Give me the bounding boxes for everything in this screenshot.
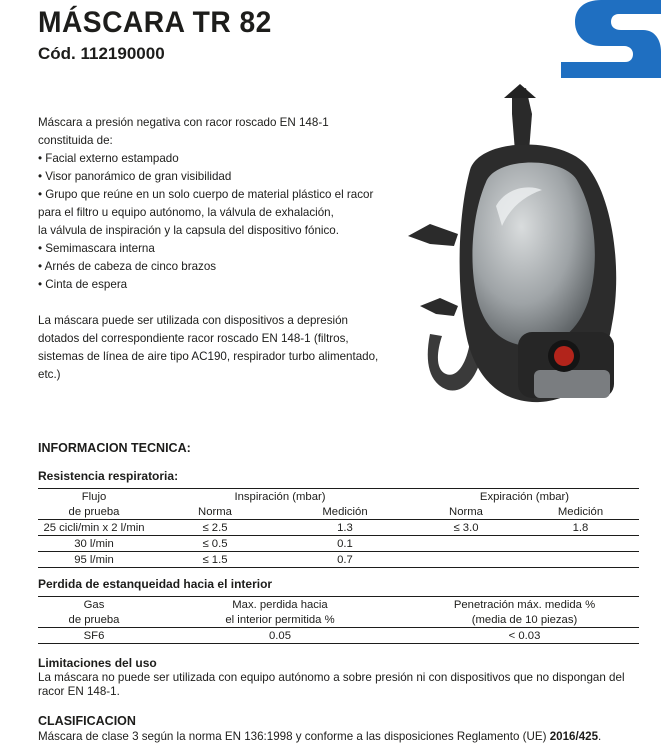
cell-exp-medicion: 1.8 xyxy=(522,520,639,536)
feature-item: • Visor panorámico de gran visibilidad xyxy=(38,170,232,183)
brand-logo-icon xyxy=(561,0,661,78)
header-flow: Flujo xyxy=(38,489,150,505)
table-header-row xyxy=(38,489,639,505)
description xyxy=(38,114,383,384)
limitations-text: La máscara no puede ser utilizada con equipo autónomo a sobre presión ni con dispositivos que no dispongan del racor EN 148-1. xyxy=(38,671,625,698)
description-intro: Máscara a presión negativa con racor roscado EN 148-1 constituida de: xyxy=(38,116,329,147)
cell-exp-norma: ≤ 3.0 xyxy=(410,520,522,536)
header-norma: Norma xyxy=(449,505,483,518)
cell-insp-medicion: 0.7 xyxy=(280,552,410,568)
cell-flow: 95 l/min xyxy=(38,552,150,568)
header-inspiration: Inspiración (mbar) xyxy=(150,489,410,505)
feature-item: • Facial externo estampado xyxy=(38,152,179,165)
resistance-table xyxy=(38,488,639,568)
feature-item: • Grupo que reúne en un solo cuerpo de material plástico el racor xyxy=(38,188,374,201)
table-row xyxy=(38,536,639,552)
cell-flow: 30 l/min xyxy=(38,536,150,552)
header-max-loss-2: el interior permitida % xyxy=(225,613,335,626)
header-norma: Norma xyxy=(198,505,232,518)
cell-gas: SF6 xyxy=(38,628,150,644)
header-expiration: Expiración (mbar) xyxy=(410,489,639,505)
header-penetration: Penetración máx. medida % xyxy=(410,597,639,613)
header-medicion: Medición xyxy=(557,505,604,518)
classification-body: Máscara de clase 3 según la norma EN 136:1998 y conforme a las disposiciones Reglamento (UE) xyxy=(38,730,550,743)
cell-insp-norma: ≤ 0.5 xyxy=(150,536,280,552)
feature-item: la válvula de inspiración y la capsula del dispositivo fónico. xyxy=(38,224,339,237)
classification-text xyxy=(38,730,601,743)
table-row xyxy=(38,552,639,568)
feature-item: • Cinta de espera xyxy=(38,278,128,291)
classification-title: CLASIFICACION xyxy=(38,714,136,728)
table-row xyxy=(38,628,639,644)
cell-exp-norma xyxy=(410,552,522,568)
cell-exp-medicion xyxy=(522,536,639,552)
feature-item: • Arnés de cabeza de cinco brazos xyxy=(38,260,217,273)
table-header-row xyxy=(38,612,639,628)
leakage-title: Perdida de estanqueidad hacia el interior xyxy=(38,577,273,591)
cell-insp-medicion: 1.3 xyxy=(280,520,410,536)
limitations-title: Limitaciones del uso xyxy=(38,656,157,670)
cell-max-loss: 0.05 xyxy=(150,628,410,644)
table-header-row xyxy=(38,597,639,613)
cell-insp-norma: ≤ 1.5 xyxy=(150,552,280,568)
header-max-loss: Max. perdida hacia xyxy=(150,597,410,613)
cell-exp-medicion xyxy=(522,552,639,568)
table-row xyxy=(38,520,639,536)
cell-exp-norma xyxy=(410,536,522,552)
header-gas: Gas xyxy=(38,597,150,613)
technical-info-heading: INFORMACION TECNICA: xyxy=(38,441,191,455)
usage-text: La máscara puede ser utilizada con dispositivos a depresión dotados del correspondiente racor roscado EN 148-1 (filtros, sistemas de línea de aire tipo AC190, respirador turbo alimentado, etc.) xyxy=(38,314,379,381)
cell-insp-medicion: 0.1 xyxy=(280,536,410,552)
product-title: MÁSCARA TR 82 xyxy=(38,6,272,39)
header-gas-2: de prueba xyxy=(68,613,120,626)
cell-insp-norma: ≤ 2.5 xyxy=(150,520,280,536)
cell-penetration: < 0.03 xyxy=(410,628,639,644)
cell-flow: 25 cicli/min x 2 l/min xyxy=(38,520,150,536)
classification-end: . xyxy=(598,730,602,743)
leakage-table xyxy=(38,596,639,644)
regulation-number: 2016/425 xyxy=(549,730,599,743)
table-header-row xyxy=(38,504,639,520)
header-penetration-2: (media de 10 piezas) xyxy=(471,613,578,626)
feature-item: para el filtro u equipo autónomo, la válvula de exhalación, xyxy=(38,206,334,219)
header-medicion: Medición xyxy=(322,505,368,518)
resistance-title: Resistencia respiratoria: xyxy=(38,469,179,483)
mask-illustration xyxy=(400,84,648,410)
spacer xyxy=(38,294,383,312)
feature-item: • Semimascara interna xyxy=(38,242,155,255)
header-flow-2: de prueba xyxy=(68,505,120,518)
product-code: Cód. 112190000 xyxy=(38,44,165,63)
